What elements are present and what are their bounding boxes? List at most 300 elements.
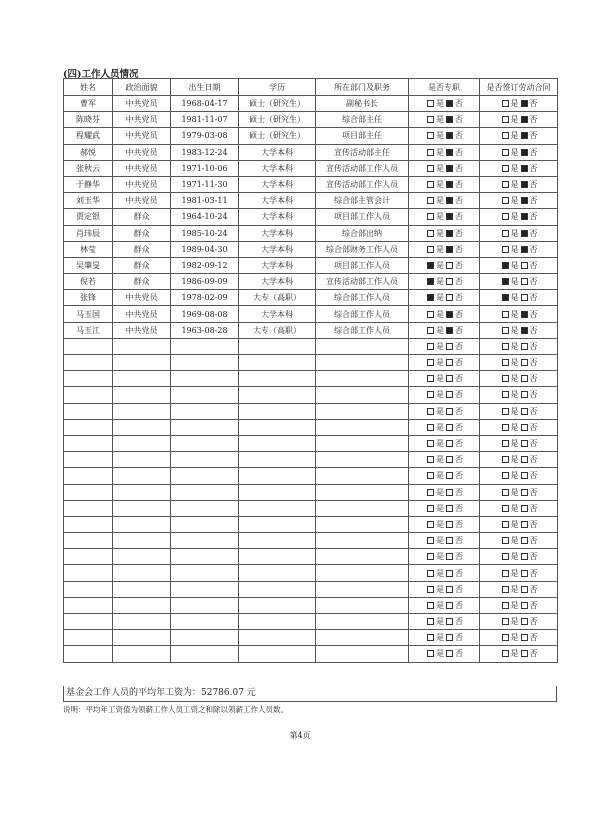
yes-checkbox[interactable] <box>502 116 509 123</box>
no-label: 否 <box>529 180 538 190</box>
yes-checkbox[interactable] <box>502 197 509 204</box>
empty-row <box>64 565 558 581</box>
yes-checkbox[interactable] <box>502 586 509 593</box>
no-checkbox[interactable] <box>446 472 453 479</box>
yes-label: 是 <box>510 180 519 190</box>
no-checkbox[interactable] <box>521 602 528 609</box>
no-label: 否 <box>455 180 463 190</box>
no-checkbox[interactable] <box>521 586 528 593</box>
cell-politics: 群众 <box>113 274 171 290</box>
no-label: 否 <box>529 633 538 643</box>
yes-checkbox[interactable] <box>427 521 434 528</box>
cell-fulltime <box>409 306 480 322</box>
cell-contract <box>480 290 558 306</box>
cell-name <box>64 403 113 419</box>
no-checkbox[interactable] <box>446 586 453 593</box>
cell-name: 程耀武 <box>64 128 113 144</box>
yes-checkbox[interactable] <box>502 213 509 220</box>
cell-name: 马玉国 <box>64 306 113 322</box>
no-checkbox[interactable] <box>521 505 528 512</box>
yes-checkbox[interactable] <box>427 149 434 156</box>
empty-row <box>64 549 558 565</box>
cell-fulltime <box>409 533 480 549</box>
yes-checkbox[interactable] <box>502 359 509 366</box>
no-checkbox[interactable] <box>446 181 453 188</box>
yes-label: 是 <box>436 358 444 368</box>
yes-label: 是 <box>436 536 444 546</box>
yes-checkbox[interactable] <box>427 116 434 123</box>
yes-label: 是 <box>436 584 444 594</box>
no-checkbox[interactable] <box>521 537 528 544</box>
cell-birth <box>171 516 239 532</box>
no-checkbox[interactable] <box>521 650 528 657</box>
cell-name <box>64 484 113 500</box>
yes-label: 是 <box>436 325 444 335</box>
no-checkbox[interactable] <box>446 230 453 237</box>
no-label: 否 <box>455 277 463 287</box>
cell-birth: 1968-04-17 <box>171 96 239 112</box>
cell-birth <box>171 630 239 646</box>
no-checkbox[interactable] <box>521 553 528 560</box>
yes-checkbox[interactable] <box>502 424 509 431</box>
no-checkbox[interactable] <box>521 100 528 107</box>
cell-fulltime <box>409 274 480 290</box>
cell-birth <box>171 435 239 451</box>
yes-checkbox[interactable] <box>502 132 509 139</box>
yes-checkbox[interactable] <box>427 213 434 220</box>
no-checkbox[interactable] <box>521 132 528 139</box>
table-row <box>64 144 558 160</box>
no-checkbox[interactable] <box>446 311 453 318</box>
yes-checkbox[interactable] <box>502 489 509 496</box>
yes-checkbox[interactable] <box>427 440 434 447</box>
yes-checkbox[interactable] <box>502 262 509 269</box>
cell-department: 综合部工作人员 <box>316 306 409 322</box>
no-checkbox[interactable] <box>521 424 528 431</box>
yes-label: 是 <box>436 293 444 303</box>
yes-label: 是 <box>436 99 444 109</box>
no-label: 否 <box>455 503 463 513</box>
cell-name: 郝悦 <box>64 144 113 160</box>
yes-label: 是 <box>436 633 444 643</box>
no-label: 否 <box>529 584 538 594</box>
cell-birth <box>171 581 239 597</box>
table-row <box>64 128 558 144</box>
cell-education: 大学本科 <box>239 209 316 225</box>
no-checkbox[interactable] <box>521 570 528 577</box>
note: 说明：平均年工资值为领薪工作人员工资之和除以领薪工作人员数。 <box>63 705 288 714</box>
no-checkbox[interactable] <box>446 262 453 269</box>
yes-checkbox[interactable] <box>427 262 434 269</box>
no-checkbox[interactable] <box>521 489 528 496</box>
no-checkbox[interactable] <box>446 149 453 156</box>
cell-name: 林莹 <box>64 241 113 257</box>
cell-education <box>239 614 316 630</box>
cell-education <box>239 387 316 403</box>
cell-education <box>239 565 316 581</box>
yes-label: 是 <box>436 519 444 529</box>
no-label: 否 <box>529 147 538 157</box>
cell-education <box>239 468 316 484</box>
no-checkbox[interactable] <box>521 359 528 366</box>
cell-department: 宣传活动部工作人员 <box>316 176 409 192</box>
cell-birth <box>171 646 239 662</box>
cell-contract <box>480 581 558 597</box>
cell-contract <box>480 371 558 387</box>
empty-row <box>64 371 558 387</box>
yes-checkbox[interactable] <box>502 456 509 463</box>
no-checkbox[interactable] <box>446 602 453 609</box>
yes-checkbox[interactable] <box>502 327 509 334</box>
yes-checkbox[interactable] <box>427 132 434 139</box>
no-checkbox[interactable] <box>446 440 453 447</box>
no-checkbox[interactable] <box>521 311 528 318</box>
cell-contract <box>480 468 558 484</box>
yes-label: 是 <box>510 341 519 351</box>
no-checkbox[interactable] <box>446 618 453 625</box>
table-row <box>64 241 558 257</box>
cell-birth: 1981-03-11 <box>171 193 239 209</box>
yes-label: 是 <box>436 309 444 319</box>
no-checkbox[interactable] <box>446 294 453 301</box>
cell-department <box>316 403 409 419</box>
no-checkbox[interactable] <box>446 570 453 577</box>
table-row <box>64 176 558 192</box>
yes-checkbox[interactable] <box>427 311 434 318</box>
cell-name <box>64 468 113 484</box>
no-checkbox[interactable] <box>446 100 453 107</box>
yes-checkbox[interactable] <box>427 408 434 415</box>
cell-education <box>239 452 316 468</box>
no-checkbox[interactable] <box>446 343 453 350</box>
yes-label: 是 <box>510 455 519 465</box>
cell-contract <box>480 516 558 532</box>
cell-politics <box>113 387 171 403</box>
cell-education <box>239 549 316 565</box>
col-header-politics: 政治面貌 <box>113 79 171 96</box>
no-checkbox[interactable] <box>446 521 453 528</box>
empty-row <box>64 452 558 468</box>
yes-checkbox[interactable] <box>427 489 434 496</box>
cell-birth <box>171 468 239 484</box>
no-checkbox[interactable] <box>521 294 528 301</box>
no-checkbox[interactable] <box>446 391 453 398</box>
yes-checkbox[interactable] <box>427 165 434 172</box>
yes-checkbox[interactable] <box>427 537 434 544</box>
yes-checkbox[interactable] <box>502 149 509 156</box>
table-row <box>64 257 558 273</box>
yes-label: 是 <box>510 244 519 254</box>
no-checkbox[interactable] <box>521 618 528 625</box>
yes-checkbox[interactable] <box>427 424 434 431</box>
yes-checkbox[interactable] <box>427 391 434 398</box>
yes-label: 是 <box>436 131 444 141</box>
cell-politics: 中共党员 <box>113 112 171 128</box>
cell-contract <box>480 128 558 144</box>
yes-label: 是 <box>510 374 519 384</box>
cell-contract <box>480 419 558 435</box>
cell-fulltime <box>409 290 480 306</box>
cell-politics: 中共党员 <box>113 322 171 338</box>
yes-label: 是 <box>510 552 519 562</box>
cell-politics: 群众 <box>113 241 171 257</box>
yes-label: 是 <box>436 568 444 578</box>
yes-checkbox[interactable] <box>427 181 434 188</box>
no-checkbox[interactable] <box>521 149 528 156</box>
cell-department: 宣传活动部工作人员 <box>316 274 409 290</box>
no-checkbox[interactable] <box>446 489 453 496</box>
yes-checkbox[interactable] <box>502 650 509 657</box>
yes-checkbox[interactable] <box>427 553 434 560</box>
cell-education <box>239 484 316 500</box>
no-checkbox[interactable] <box>521 391 528 398</box>
yes-label: 是 <box>510 358 519 368</box>
no-checkbox[interactable] <box>446 246 453 253</box>
cell-education: 硕士（研究生） <box>239 128 316 144</box>
yes-checkbox[interactable] <box>427 327 434 334</box>
no-label: 否 <box>455 471 463 481</box>
yes-checkbox[interactable] <box>502 505 509 512</box>
no-checkbox[interactable] <box>521 246 528 253</box>
no-label: 否 <box>455 228 463 238</box>
yes-checkbox[interactable] <box>502 408 509 415</box>
cell-name <box>64 435 113 451</box>
cell-politics <box>113 630 171 646</box>
no-label: 否 <box>529 649 538 659</box>
cell-birth <box>171 452 239 468</box>
no-checkbox[interactable] <box>446 165 453 172</box>
no-checkbox[interactable] <box>446 197 453 204</box>
yes-checkbox[interactable] <box>502 294 509 301</box>
yes-checkbox[interactable] <box>502 181 509 188</box>
table-row <box>64 225 558 241</box>
cell-contract <box>480 96 558 112</box>
yes-label: 是 <box>436 115 444 125</box>
no-label: 否 <box>529 503 538 513</box>
cell-department <box>316 516 409 532</box>
yes-label: 是 <box>436 260 444 270</box>
no-checkbox[interactable] <box>446 553 453 560</box>
no-label: 否 <box>455 390 463 400</box>
yes-checkbox[interactable] <box>427 197 434 204</box>
yes-checkbox[interactable] <box>502 472 509 479</box>
yes-label: 是 <box>510 147 519 157</box>
empty-row <box>64 484 558 500</box>
yes-label: 是 <box>510 568 519 578</box>
yes-checkbox[interactable] <box>427 634 434 641</box>
no-checkbox[interactable] <box>521 521 528 528</box>
yes-checkbox[interactable] <box>427 294 434 301</box>
no-checkbox[interactable] <box>446 359 453 366</box>
no-label: 否 <box>455 293 463 303</box>
yes-checkbox[interactable] <box>502 537 509 544</box>
cell-name <box>64 338 113 354</box>
cell-birth: 1989-04-30 <box>171 241 239 257</box>
no-checkbox[interactable] <box>446 505 453 512</box>
yes-checkbox[interactable] <box>427 278 434 285</box>
yes-checkbox[interactable] <box>427 230 434 237</box>
yes-checkbox[interactable] <box>502 602 509 609</box>
yes-checkbox[interactable] <box>427 100 434 107</box>
yes-checkbox[interactable] <box>427 472 434 479</box>
cell-contract <box>480 452 558 468</box>
cell-department <box>316 419 409 435</box>
yes-checkbox[interactable] <box>502 440 509 447</box>
cell-department: 副秘书长 <box>316 96 409 112</box>
yes-checkbox[interactable] <box>502 343 509 350</box>
no-checkbox[interactable] <box>446 327 453 334</box>
cell-politics <box>113 452 171 468</box>
table-row <box>64 193 558 209</box>
no-checkbox[interactable] <box>521 230 528 237</box>
yes-label: 是 <box>510 163 519 173</box>
empty-row <box>64 516 558 532</box>
no-checkbox[interactable] <box>446 132 453 139</box>
no-checkbox[interactable] <box>521 197 528 204</box>
yes-checkbox[interactable] <box>427 505 434 512</box>
cell-name: 曹军 <box>64 96 113 112</box>
yes-checkbox[interactable] <box>427 586 434 593</box>
cell-name <box>64 565 113 581</box>
no-checkbox[interactable] <box>521 472 528 479</box>
no-checkbox[interactable] <box>521 278 528 285</box>
no-checkbox[interactable] <box>521 343 528 350</box>
no-label: 否 <box>455 147 463 157</box>
cell-fulltime <box>409 549 480 565</box>
no-checkbox[interactable] <box>446 537 453 544</box>
no-checkbox[interactable] <box>446 456 453 463</box>
cell-politics: 中共党员 <box>113 160 171 176</box>
cell-department <box>316 614 409 630</box>
yes-checkbox[interactable] <box>502 553 509 560</box>
cell-politics <box>113 565 171 581</box>
yes-checkbox[interactable] <box>502 311 509 318</box>
no-checkbox[interactable] <box>446 213 453 220</box>
no-checkbox[interactable] <box>521 181 528 188</box>
cell-birth <box>171 614 239 630</box>
cell-politics <box>113 581 171 597</box>
cell-education <box>239 646 316 662</box>
no-checkbox[interactable] <box>521 213 528 220</box>
cell-birth <box>171 484 239 500</box>
yes-label: 是 <box>510 600 519 610</box>
no-checkbox[interactable] <box>521 440 528 447</box>
no-checkbox[interactable] <box>521 165 528 172</box>
cell-fulltime <box>409 452 480 468</box>
yes-checkbox[interactable] <box>502 246 509 253</box>
no-label: 否 <box>529 536 538 546</box>
yes-checkbox[interactable] <box>502 521 509 528</box>
no-checkbox[interactable] <box>521 116 528 123</box>
yes-checkbox[interactable] <box>427 618 434 625</box>
yes-checkbox[interactable] <box>427 570 434 577</box>
cell-contract <box>480 614 558 630</box>
no-label: 否 <box>529 374 538 384</box>
yes-checkbox[interactable] <box>502 375 509 382</box>
no-label: 否 <box>455 358 463 368</box>
no-checkbox[interactable] <box>446 634 453 641</box>
no-checkbox[interactable] <box>446 650 453 657</box>
cell-fulltime <box>409 96 480 112</box>
yes-label: 是 <box>436 503 444 513</box>
no-checkbox[interactable] <box>446 424 453 431</box>
no-checkbox[interactable] <box>521 456 528 463</box>
page-number: 第4页 <box>289 731 311 740</box>
yes-checkbox[interactable] <box>502 100 509 107</box>
yes-label: 是 <box>510 260 519 270</box>
yes-checkbox[interactable] <box>502 634 509 641</box>
cell-contract <box>480 435 558 451</box>
yes-checkbox[interactable] <box>427 375 434 382</box>
no-checkbox[interactable] <box>521 634 528 641</box>
cell-contract <box>480 403 558 419</box>
empty-row <box>64 468 558 484</box>
yes-label: 是 <box>510 196 519 206</box>
yes-checkbox[interactable] <box>502 230 509 237</box>
no-checkbox[interactable] <box>521 408 528 415</box>
cell-fulltime <box>409 209 480 225</box>
yes-checkbox[interactable] <box>502 391 509 398</box>
yes-label: 是 <box>510 228 519 238</box>
empty-row <box>64 419 558 435</box>
empty-row <box>64 355 558 371</box>
no-checkbox[interactable] <box>446 408 453 415</box>
yes-checkbox[interactable] <box>427 359 434 366</box>
no-checkbox[interactable] <box>446 278 453 285</box>
cell-department: 项目部工作人员 <box>316 209 409 225</box>
no-checkbox[interactable] <box>446 375 453 382</box>
cell-education <box>239 435 316 451</box>
no-label: 否 <box>455 519 463 529</box>
yes-checkbox[interactable] <box>502 618 509 625</box>
no-label: 否 <box>455 212 463 222</box>
no-label: 否 <box>455 244 463 254</box>
cell-department <box>316 549 409 565</box>
yes-label: 是 <box>510 519 519 529</box>
cell-department: 宣传活动部主任 <box>316 144 409 160</box>
yes-checkbox[interactable] <box>427 343 434 350</box>
yes-checkbox[interactable] <box>427 456 434 463</box>
cell-department: 宣传活动部工作人员 <box>316 160 409 176</box>
col-header-name: 姓名 <box>64 79 113 96</box>
yes-checkbox[interactable] <box>427 602 434 609</box>
no-label: 否 <box>529 600 538 610</box>
yes-checkbox[interactable] <box>427 246 434 253</box>
no-label: 否 <box>455 325 463 335</box>
no-checkbox[interactable] <box>446 116 453 123</box>
yes-label: 是 <box>436 228 444 238</box>
cell-name: 倪若 <box>64 274 113 290</box>
cell-politics <box>113 338 171 354</box>
no-checkbox[interactable] <box>521 375 528 382</box>
yes-checkbox[interactable] <box>502 278 509 285</box>
no-checkbox[interactable] <box>521 262 528 269</box>
yes-checkbox[interactable] <box>502 570 509 577</box>
cell-politics <box>113 371 171 387</box>
cell-contract <box>480 225 558 241</box>
cell-department <box>316 630 409 646</box>
yes-checkbox[interactable] <box>427 650 434 657</box>
yes-label: 是 <box>510 309 519 319</box>
cell-fulltime <box>409 484 480 500</box>
cell-politics: 中共党员 <box>113 193 171 209</box>
table-row <box>64 290 558 306</box>
no-label: 否 <box>529 358 538 368</box>
yes-checkbox[interactable] <box>502 165 509 172</box>
no-checkbox[interactable] <box>521 327 528 334</box>
cell-fulltime <box>409 419 480 435</box>
cell-name <box>64 500 113 516</box>
